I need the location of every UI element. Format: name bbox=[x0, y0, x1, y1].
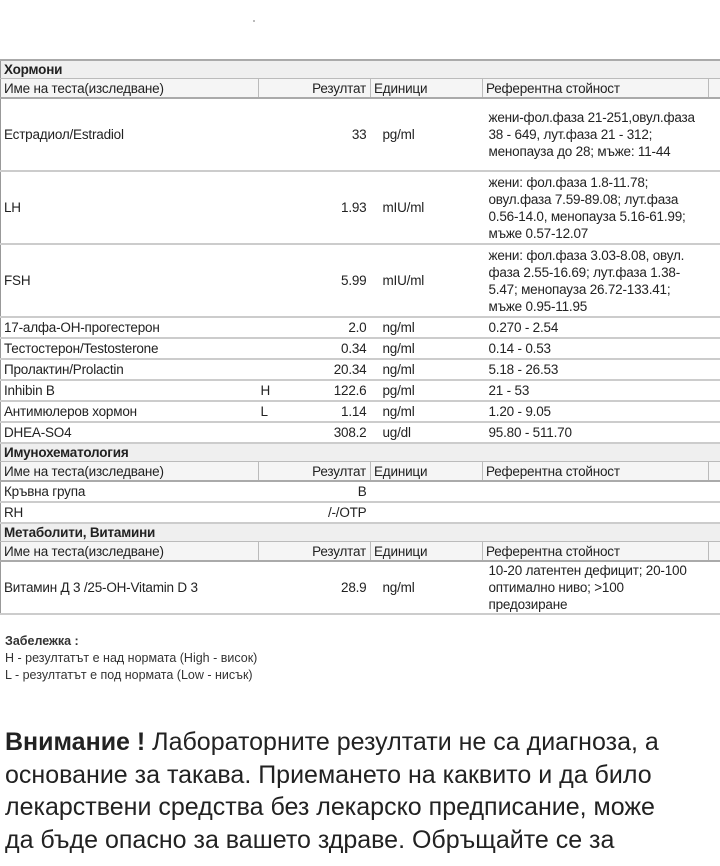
column-headers bbox=[1, 79, 720, 99]
result-value: 1.93 bbox=[299, 171, 371, 244]
result-flag bbox=[259, 422, 299, 443]
table-row bbox=[1, 171, 720, 244]
row-spacer bbox=[709, 481, 720, 502]
warning-line: Лабораторните резултати не са диагноза, а bbox=[145, 728, 659, 756]
warning-line: основание за такава. Приемането на каквито и да било bbox=[5, 760, 652, 789]
note-title: Забележка : bbox=[5, 634, 79, 648]
warning-line: да бъде опасно за вашето здраве. Обръщайте се за bbox=[5, 825, 615, 854]
table-row bbox=[1, 380, 720, 401]
section-title: Метаболити, Витамини bbox=[1, 523, 720, 542]
table-row bbox=[1, 359, 720, 380]
warning-label: Внимание ! bbox=[5, 728, 146, 756]
result-flag bbox=[259, 244, 299, 317]
result-units: ng/ml bbox=[371, 359, 483, 380]
result-value: 0.34 bbox=[299, 338, 371, 359]
result-units: ng/ml bbox=[371, 401, 483, 422]
table-row bbox=[1, 561, 720, 614]
reference-range bbox=[483, 502, 709, 523]
result-value: 2.0 bbox=[299, 317, 371, 338]
reference-range: 10-20 латентен дефицит; 20-100 оптимално ниво; >100 предозиране bbox=[483, 561, 709, 614]
result-value: B bbox=[299, 481, 371, 502]
header-units: Единици bbox=[371, 542, 483, 562]
test-name: RH bbox=[1, 502, 259, 523]
result-value: 33 bbox=[299, 98, 371, 171]
reference-range: 21 - 53 bbox=[483, 380, 709, 401]
test-name: Естрадиол/Estradiol bbox=[1, 98, 259, 171]
result-flag: L bbox=[259, 401, 299, 422]
reference-range bbox=[483, 481, 709, 502]
warning-line: лекарствени средства без лекарско предписание, може bbox=[5, 793, 655, 821]
table-row bbox=[1, 401, 720, 422]
result-flag bbox=[259, 502, 299, 523]
test-name: Антимюлеров хормон bbox=[1, 401, 259, 422]
result-flag bbox=[259, 171, 299, 244]
test-name: Inhibin B bbox=[1, 380, 259, 401]
section-title: Хормони bbox=[1, 60, 720, 79]
row-spacer bbox=[709, 317, 720, 338]
header-name: Име на теста(изследване) bbox=[1, 462, 259, 482]
result-units: mIU/ml bbox=[371, 244, 483, 317]
table-row bbox=[1, 338, 720, 359]
header-result: Резултат bbox=[259, 79, 371, 99]
result-flag: H bbox=[259, 380, 299, 401]
row-spacer bbox=[709, 98, 720, 171]
section-header bbox=[1, 443, 720, 462]
test-name: LH bbox=[1, 171, 259, 244]
note-line-high: H - резултатът е над нормата (High - висок) bbox=[5, 651, 258, 665]
header-name: Име на теста(изследване) bbox=[1, 79, 259, 99]
header-spacer bbox=[709, 542, 720, 562]
row-spacer bbox=[709, 561, 720, 614]
header-ref: Референтна стойност bbox=[483, 462, 709, 482]
row-spacer bbox=[709, 401, 720, 422]
result-units: pg/ml bbox=[371, 380, 483, 401]
test-name: DHEA-SO4 bbox=[1, 422, 259, 443]
result-value: 5.99 bbox=[299, 244, 371, 317]
section-title: Имунохематология bbox=[1, 443, 720, 462]
row-spacer bbox=[709, 359, 720, 380]
column-headers bbox=[1, 462, 720, 482]
result-value: 28.9 bbox=[299, 561, 371, 614]
result-flag bbox=[259, 98, 299, 171]
result-value: /-/ОТР bbox=[299, 502, 371, 523]
test-name: Пролактин/Prolactin bbox=[1, 359, 259, 380]
result-value: 308.2 bbox=[299, 422, 371, 443]
table-row bbox=[1, 98, 720, 171]
header-result: Резултат bbox=[259, 542, 371, 562]
test-name: 17-алфа-ОН-прогестерон bbox=[1, 317, 259, 338]
header-name: Име на теста(изследване) bbox=[1, 542, 259, 562]
row-spacer bbox=[709, 338, 720, 359]
result-flag bbox=[259, 338, 299, 359]
legend-note bbox=[5, 633, 257, 684]
result-flag bbox=[259, 481, 299, 502]
result-units bbox=[371, 502, 483, 523]
result-units: ng/ml bbox=[371, 561, 483, 614]
reference-range: 0.270 - 2.54 bbox=[483, 317, 709, 338]
row-spacer bbox=[709, 171, 720, 244]
result-units: mIU/ml bbox=[371, 171, 483, 244]
reference-range: 0.14 - 0.53 bbox=[483, 338, 709, 359]
result-flag bbox=[259, 317, 299, 338]
reference-range: жени-фол.фаза 21-251,овул.фаза 38 - 649, лут.фаза 21 - 312; менопауза до 28; мъже: 11-44 bbox=[483, 98, 709, 171]
reference-range: 1.20 - 9.05 bbox=[483, 401, 709, 422]
section-header bbox=[1, 523, 720, 542]
header-spacer bbox=[709, 79, 720, 99]
reference-range: жени: фол.фаза 3.03-8.08, овул. фаза 2.55-16.69; лут.фаза 1.38-5.47; менопауза 26.72-133.41; мъже 0.95-11.95 bbox=[483, 244, 709, 317]
result-units: ug/dl bbox=[371, 422, 483, 443]
header-units: Единици bbox=[371, 79, 483, 99]
test-name: FSH bbox=[1, 244, 259, 317]
warning-text bbox=[5, 726, 720, 856]
result-value: 20.34 bbox=[299, 359, 371, 380]
results-table bbox=[0, 59, 720, 615]
table-row bbox=[1, 481, 720, 502]
test-name: Витамин Д 3 /25-OH-Vitamin D 3 bbox=[1, 561, 259, 614]
result-units: pg/ml bbox=[371, 98, 483, 171]
result-value: 122.6 bbox=[299, 380, 371, 401]
row-spacer bbox=[709, 502, 720, 523]
row-spacer bbox=[709, 380, 720, 401]
table-row bbox=[1, 244, 720, 317]
table-row bbox=[1, 502, 720, 523]
result-value: 1.14 bbox=[299, 401, 371, 422]
result-units: ng/ml bbox=[371, 317, 483, 338]
table-row bbox=[1, 317, 720, 338]
test-name: Тестостерон/Testosterone bbox=[1, 338, 259, 359]
header-units: Единици bbox=[371, 462, 483, 482]
scan-dot bbox=[253, 20, 255, 22]
header-ref: Референтна стойност bbox=[483, 79, 709, 99]
test-name: Кръвна група bbox=[1, 481, 259, 502]
header-result: Резултат bbox=[259, 462, 371, 482]
reference-range: жени: фол.фаза 1.8-11.78; овул.фаза 7.59-89.08; лут.фаза 0.56-14.0, менопауза 5.16-61.99; мъже 0.57-12.07 bbox=[483, 171, 709, 244]
header-ref: Референтна стойност bbox=[483, 542, 709, 562]
row-spacer bbox=[709, 244, 720, 317]
column-headers bbox=[1, 542, 720, 562]
table-row bbox=[1, 422, 720, 443]
section-header bbox=[1, 60, 720, 79]
result-flag bbox=[259, 359, 299, 380]
reference-range: 5.18 - 26.53 bbox=[483, 359, 709, 380]
note-line-low: L - резултатът е под нормата (Low - нисък) bbox=[5, 668, 253, 682]
reference-range: 95.80 - 511.70 bbox=[483, 422, 709, 443]
result-units bbox=[371, 481, 483, 502]
result-units: ng/ml bbox=[371, 338, 483, 359]
header-spacer bbox=[709, 462, 720, 482]
result-flag bbox=[259, 561, 299, 614]
row-spacer bbox=[709, 422, 720, 443]
